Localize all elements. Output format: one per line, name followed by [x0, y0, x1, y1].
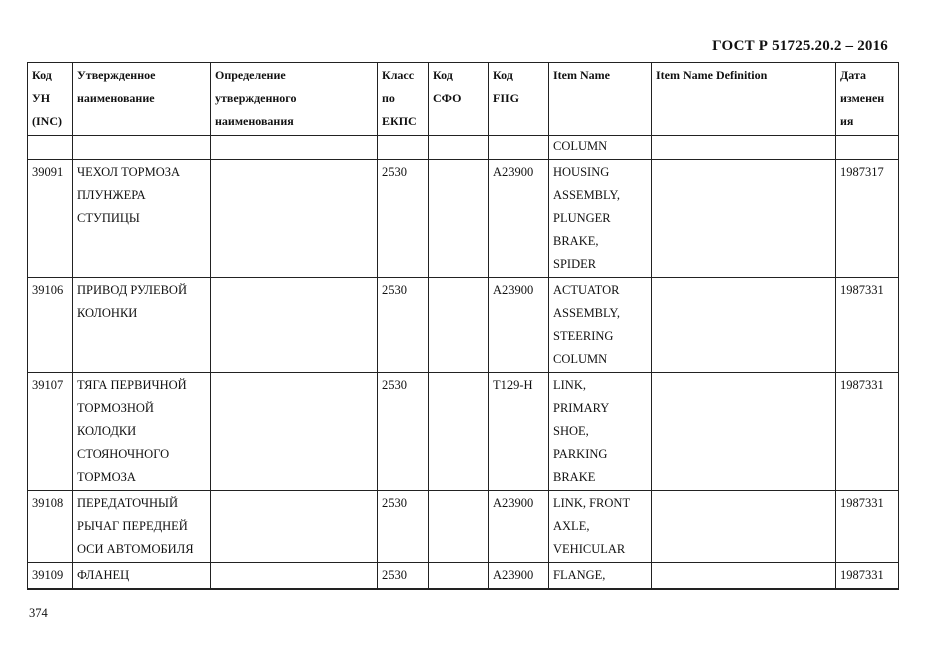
cell-text-line: ТЯГА ПЕРВИЧНОЙ: [77, 378, 187, 392]
header-class: [378, 63, 429, 136]
header-label-line: Код: [433, 68, 453, 82]
cell-text-line: PARKING: [553, 447, 608, 461]
classification-table: [27, 62, 899, 590]
definition-cell: [211, 136, 378, 160]
cell-text-line: ФЛАНЕЦ: [77, 568, 130, 582]
cell-text-line: PRIMARY: [553, 401, 610, 415]
cell-text-line: SHOE,: [553, 424, 589, 438]
header-definition: [211, 63, 378, 136]
page-number: 374: [29, 606, 48, 620]
cell-text-line: FLANGE,: [553, 568, 606, 582]
change-date-cell: 1987331: [836, 373, 899, 491]
inc-cell: 39109: [28, 563, 73, 590]
fiig-cell: A23900: [489, 491, 549, 563]
header-item-name-definition: [652, 63, 836, 136]
cell-text-line: СТУПИЦЫ: [77, 211, 140, 225]
definition-cell: [211, 491, 378, 563]
fiig-cell: A23900: [489, 563, 549, 590]
sfo-cell: [429, 491, 489, 563]
approved-name-cell: [73, 373, 211, 491]
fiig-cell: T129-H: [489, 373, 549, 491]
approved-name-cell: [73, 136, 211, 160]
header-label-line: наименование: [77, 91, 155, 105]
fiig-cell: [489, 136, 549, 160]
header-label-line: Item Name Definition: [656, 68, 768, 82]
cell-text-line: BRAKE: [553, 470, 596, 484]
table-row: [28, 160, 899, 278]
definition-cell: [211, 278, 378, 373]
item-name-definition-cell: [652, 563, 836, 590]
table-row: [28, 563, 899, 590]
definition-cell: [211, 373, 378, 491]
header-label-line: Item Name: [553, 68, 610, 82]
cell-text-line: ПРИВОД РУЛЕВОЙ: [77, 283, 187, 297]
header-label-line: УН: [32, 91, 51, 105]
item-name-cell: [549, 491, 652, 563]
cell-text-line: ПЕРЕДАТОЧНЫЙ: [77, 496, 178, 510]
approved-name-cell: [73, 278, 211, 373]
cell-text-line: BRAKE,: [553, 234, 599, 248]
cell-text-line: КОЛОДКИ: [77, 424, 137, 438]
cell-text-line: ПЛУНЖЕРА: [77, 188, 146, 202]
inc-cell: 39091: [28, 160, 73, 278]
cell-text-line: AXLE,: [553, 519, 590, 533]
approved-name-cell: [73, 160, 211, 278]
inc-cell: 39106: [28, 278, 73, 373]
cell-text-line: LINK,: [553, 378, 586, 392]
header-item-name: [549, 63, 652, 136]
cell-text-line: ОСИ АВТОМОБИЛЯ: [77, 542, 194, 556]
approved-name-cell: [73, 491, 211, 563]
fiig-cell: A23900: [489, 160, 549, 278]
header-label-line: ЕКПС: [382, 114, 417, 128]
cell-text-line: ACTUATOR: [553, 283, 620, 297]
item-name-definition-cell: [652, 373, 836, 491]
definition-cell: [211, 563, 378, 590]
item-name-definition-cell: [652, 491, 836, 563]
class-cell: 2530: [378, 563, 429, 590]
cell-text-line: STEERING: [553, 329, 614, 343]
header-label-line: Определение: [215, 68, 286, 82]
sfo-cell: [429, 136, 489, 160]
change-date-cell: 1987317: [836, 160, 899, 278]
cell-text-line: HOUSING: [553, 165, 610, 179]
cell-text-line: PLUNGER: [553, 211, 611, 225]
header-approved-name: [73, 63, 211, 136]
fiig-cell: A23900: [489, 278, 549, 373]
cell-text-line: SPIDER: [553, 257, 597, 271]
item-name-cell: [549, 136, 652, 160]
sfo-cell: [429, 160, 489, 278]
cell-text-line: ТОРМОЗА: [77, 470, 136, 484]
sfo-cell: [429, 563, 489, 590]
item-name-cell: [549, 278, 652, 373]
table-header-row: [28, 63, 899, 136]
change-date-cell: 1987331: [836, 278, 899, 373]
inc-cell: [28, 136, 73, 160]
change-date-cell: 1987331: [836, 491, 899, 563]
cell-text-line: РЫЧАГ ПЕРЕДНЕЙ: [77, 519, 188, 533]
approved-name-cell: [73, 563, 211, 590]
cell-text-line: ASSEMBLY,: [553, 306, 620, 320]
table-row: [28, 491, 899, 563]
sfo-cell: [429, 373, 489, 491]
cell-text-line: ТОРМОЗНОЙ: [77, 401, 154, 415]
header-label-line: наименования: [215, 114, 294, 128]
header-label-line: Код: [32, 68, 52, 82]
header-label-line: Дата: [840, 68, 866, 82]
item-name-cell: [549, 373, 652, 491]
class-cell: 2530: [378, 278, 429, 373]
header-inc: [28, 63, 73, 136]
header-label-line: Утвержденное: [77, 68, 156, 82]
table-row: [28, 278, 899, 373]
header-label-line: СФО: [433, 91, 462, 105]
header-label-line: утвержденного: [215, 91, 297, 105]
table-row: [28, 373, 899, 491]
header-change-date: [836, 63, 899, 136]
header-label-line: по: [382, 91, 395, 105]
header-label-line: ия: [840, 114, 854, 128]
table-row: [28, 136, 899, 160]
header-label-line: (INC): [32, 114, 62, 128]
class-cell: [378, 136, 429, 160]
change-date-cell: 1987331: [836, 563, 899, 590]
header-fiig: [489, 63, 549, 136]
sfo-cell: [429, 278, 489, 373]
cell-text-line: COLUMN: [553, 352, 608, 366]
item-name-cell: [549, 160, 652, 278]
item-name-cell: [549, 563, 652, 590]
inc-cell: 39108: [28, 491, 73, 563]
cell-text-line: LINK, FRONT: [553, 496, 631, 510]
item-name-definition-cell: [652, 136, 836, 160]
definition-cell: [211, 160, 378, 278]
change-date-cell: [836, 136, 899, 160]
header-label-line: Код: [493, 68, 513, 82]
header-label-line: FIIG: [493, 91, 520, 105]
item-name-definition-cell: [652, 278, 836, 373]
item-name-definition-cell: [652, 160, 836, 278]
class-cell: 2530: [378, 160, 429, 278]
header-label-line: изменен: [840, 91, 885, 105]
header-label-line: Класс: [382, 68, 415, 82]
cell-text-line: СТОЯНОЧНОГО: [77, 447, 170, 461]
cell-text-line: КОЛОНКИ: [77, 306, 138, 320]
class-cell: 2530: [378, 491, 429, 563]
cell-text-line: VEHICULAR: [553, 542, 626, 556]
document-title: ГОСТ Р 51725.20.2 – 2016: [712, 38, 888, 54]
header-sfo: [429, 63, 489, 136]
cell-text-line: COLUMN: [553, 139, 608, 153]
cell-text-line: ASSEMBLY,: [553, 188, 620, 202]
class-cell: 2530: [378, 373, 429, 491]
cell-text-line: ЧЕХОЛ ТОРМОЗА: [77, 165, 181, 179]
inc-cell: 39107: [28, 373, 73, 491]
